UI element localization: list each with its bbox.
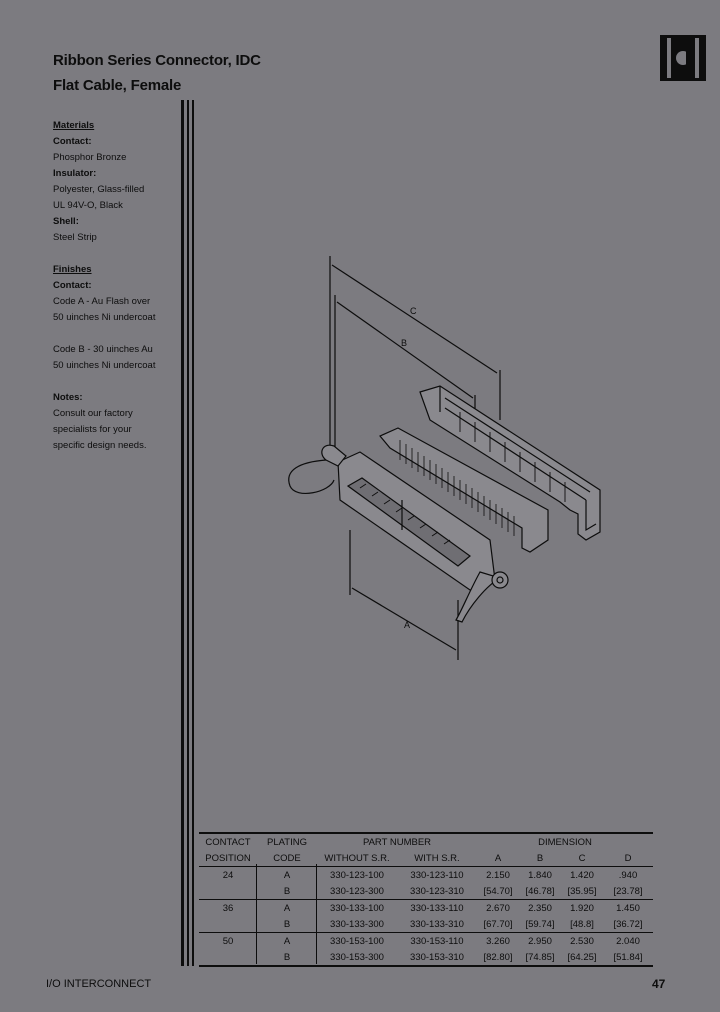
- cell-dim-c: 1.920: [570, 902, 594, 914]
- header-code: CODE: [273, 852, 301, 864]
- cell-dim-b: [59.74]: [525, 918, 555, 930]
- cell-dim-a: [67.70]: [483, 918, 513, 930]
- header-dim-b: B: [536, 852, 544, 864]
- cell-code: B: [283, 918, 291, 930]
- code-b-line1: Code B - 30 uinches Au: [53, 344, 153, 355]
- cell-code: B: [283, 951, 291, 963]
- cell-without-sr: 330-133-300: [330, 918, 384, 930]
- header-part-number: PART NUMBER: [362, 836, 432, 848]
- shell-label: Shell:: [53, 216, 79, 227]
- cell-position: 24: [222, 869, 234, 881]
- cell-dim-c: 2.530: [570, 935, 594, 947]
- contact-value: Phosphor Bronze: [53, 152, 127, 163]
- materials-sidebar: [53, 118, 183, 454]
- cell-dim-d: 1.450: [616, 902, 640, 914]
- header-contact: CONTACT: [205, 836, 251, 848]
- insulator-label: Insulator:: [53, 168, 97, 179]
- cell-dim-c: [48.8]: [570, 918, 594, 930]
- cell-with-sr: 330-133-110: [410, 902, 464, 914]
- notes-label: Notes:: [53, 392, 83, 403]
- cell-code: A: [283, 902, 291, 914]
- cell-position: [199, 883, 257, 900]
- cell-without-sr: 330-153-300: [330, 951, 384, 963]
- cell-dim-a: 2.670: [486, 902, 510, 914]
- header-dimension: DIMENSION: [538, 836, 592, 848]
- cell-with-sr: 330-153-310: [410, 951, 464, 963]
- cell-dim-b: 2.950: [528, 935, 552, 947]
- cell-with-sr: 330-133-310: [410, 918, 464, 930]
- footer-section-title: I/O INTERCONNECT: [46, 978, 152, 990]
- company-logo-icon: [660, 35, 706, 81]
- cell-dim-b: [74.85]: [525, 951, 555, 963]
- page-title-line2: Flat Cable, Female: [53, 77, 182, 94]
- cell-without-sr: 330-123-100: [330, 869, 384, 881]
- notes-line3: specific design needs.: [53, 440, 147, 451]
- cell-without-sr: 330-153-100: [330, 935, 384, 947]
- cell-dim-c: 1.420: [570, 869, 594, 881]
- cell-dim-a: 3.260: [486, 935, 510, 947]
- shell-value: Steel Strip: [53, 232, 97, 243]
- cell-dim-d: 2.040: [616, 935, 640, 947]
- cell-code: B: [283, 885, 291, 897]
- cell-dim-b: 2.350: [528, 902, 552, 914]
- cell-without-sr: 330-123-300: [330, 885, 384, 897]
- insulator-line1: Polyester, Glass-filled: [53, 184, 145, 195]
- table-row: [199, 883, 653, 900]
- header-with-sr: WITH S.R.: [414, 852, 460, 864]
- cell-with-sr: 330-123-310: [410, 885, 464, 897]
- page-title-line1: Ribbon Series Connector, IDC: [53, 52, 261, 69]
- cell-with-sr: 330-153-110: [410, 935, 464, 947]
- cell-dim-a: 2.150: [486, 869, 510, 881]
- table-row: [199, 867, 653, 884]
- cell-position: [199, 949, 257, 966]
- cell-dim-d: [23.78]: [613, 885, 643, 897]
- connector-drawing: [270, 250, 620, 670]
- page-number: 47: [652, 977, 666, 991]
- dim-b-line: [337, 302, 473, 398]
- dim-c-label: C: [410, 306, 417, 316]
- table-row: [199, 900, 653, 917]
- header-dim-c: C: [578, 852, 586, 864]
- dim-a-label: A: [404, 620, 411, 630]
- header-position: POSITION: [205, 852, 251, 864]
- dim-b-label: B: [401, 338, 408, 348]
- cell-position: [199, 916, 257, 933]
- cell-dim-d: [51.84]: [613, 951, 643, 963]
- part-number-table: [199, 832, 653, 967]
- table-divider-1: [256, 864, 257, 964]
- finishes-heading: Finishes: [53, 264, 92, 275]
- cell-position: 50: [222, 935, 234, 947]
- cell-code: A: [283, 869, 291, 881]
- code-a-line2: 50 uinches Ni undercoat: [53, 312, 156, 323]
- table-divider-2: [316, 864, 317, 964]
- notes-line1: Consult our factory: [53, 408, 133, 419]
- table-row: [199, 916, 653, 933]
- cell-without-sr: 330-133-100: [330, 902, 384, 914]
- cell-dim-d: .940: [618, 869, 638, 881]
- finishes-contact-label: Contact:: [53, 280, 92, 291]
- cell-with-sr: 330-123-110: [410, 869, 464, 881]
- cell-position: 36: [222, 902, 234, 914]
- insulator-line2: UL 94V-O, Black: [53, 200, 123, 211]
- header-plating: PLATING: [267, 836, 307, 848]
- cell-dim-d: [36.72]: [613, 918, 643, 930]
- cell-dim-b: [46.78]: [525, 885, 555, 897]
- vertical-rule-3: [192, 100, 194, 966]
- dim-a-line: [352, 588, 456, 650]
- vertical-rule-2: [187, 100, 189, 966]
- cell-dim-a: [54.70]: [483, 885, 513, 897]
- header-dim-d: D: [624, 852, 632, 864]
- table-row: [199, 949, 653, 966]
- header-dim-a: A: [494, 852, 502, 864]
- table-row: [199, 933, 653, 950]
- header-without-sr: WITHOUT S.R.: [324, 852, 390, 864]
- contact-label: Contact:: [53, 136, 92, 147]
- cell-dim-c: [35.95]: [567, 885, 597, 897]
- cell-dim-a: [82.80]: [483, 951, 513, 963]
- cell-code: A: [283, 935, 291, 947]
- cell-dim-b: 1.840: [528, 869, 552, 881]
- materials-heading: Materials: [53, 120, 95, 131]
- notes-line2: specialists for your: [53, 424, 132, 435]
- code-a-line1: Code A - Au Flash over: [53, 296, 151, 307]
- code-b-line2: 50 uinches Ni undercoat: [53, 360, 156, 371]
- cell-dim-c: [64.25]: [567, 951, 597, 963]
